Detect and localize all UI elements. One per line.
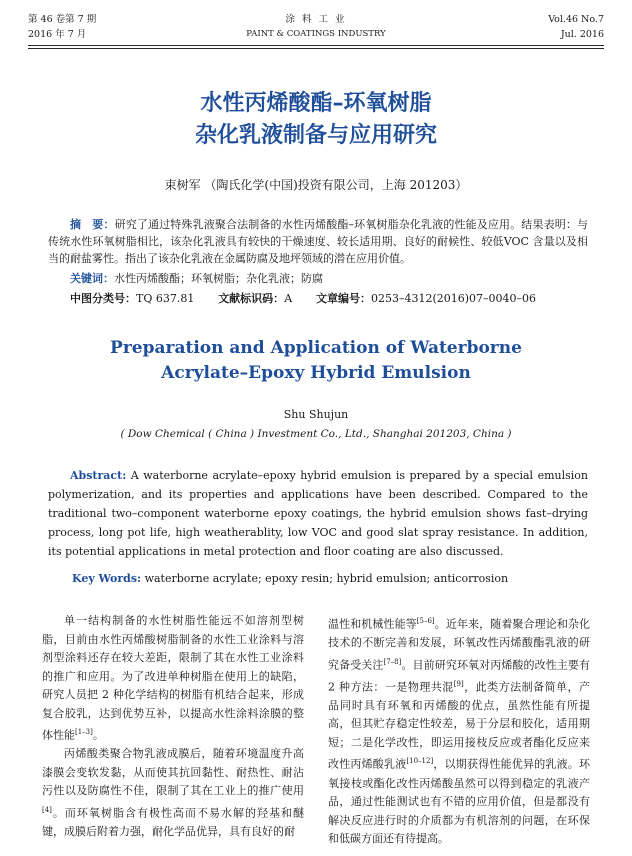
chinese-title — [0, 88, 632, 152]
body-paragraph — [42, 745, 304, 841]
running-header — [28, 12, 604, 49]
journal-name-cn: 涂 料 工 业 — [285, 14, 347, 25]
body-paragraph — [328, 612, 590, 849]
paragraph-text: 丙烯酸类聚合物乳液成膜后，随着环境温度升高漆膜会变软发黏，从而使其抗回黏性、耐热性、耐沾污性以及防腐性不佳，限制了其在工业上的推广使用 — [42, 747, 304, 798]
english-abstract-label: Abstract: — [70, 469, 127, 482]
paragraph-text-end: 。 — [92, 728, 104, 742]
citation: [5–6] — [416, 617, 435, 625]
header-center — [28, 12, 604, 42]
english-keywords-label: Key Words: — [72, 572, 142, 585]
citation: [1–3] — [75, 728, 93, 736]
english-title-line2: Acrylate–Epoxy Hybrid Emulsion — [161, 363, 471, 383]
header-rule — [28, 45, 604, 46]
header-right — [548, 12, 604, 42]
paragraph-text: 。近年来，随着聚合理论和杂化技术的不断完善和发展，环氧改性丙烯酸酯乳液的研究备受关注 — [328, 617, 591, 672]
volume-issue-en: Vol.46 No.7 — [548, 14, 604, 25]
journal-name-en: PAINT & COATINGS INDUSTRY — [246, 29, 386, 39]
chinese-title-line2: 杂化乳液制备与应用研究 — [194, 123, 437, 148]
chinese-keywords — [48, 270, 588, 287]
english-keywords — [72, 572, 592, 585]
english-author: Shu Shujun — [283, 408, 349, 421]
paragraph-text: 。目前研究环氧对丙烯酸的改性主要有 2 种方法：一是物理共混 — [328, 658, 591, 694]
body-paragraph — [42, 612, 304, 745]
english-abstract — [48, 466, 588, 561]
paragraph-text: 单一结构制备的水性树脂性能远不如溶剂型树脂，目前由水性丙烯酸树脂制备的水性工业涂料与溶剂型涂料还存在较大差距，限制了其在水性工业涂料的推广和应用。为了改进单种树脂在使用上的缺陷，研究人员把 2 种化学结构的树脂有机结合起来，形成复合胶乳，达到优势互补，以提高水性涂料涂膜的整体性能 — [42, 614, 304, 742]
classification-line — [48, 290, 588, 307]
paragraph-text: 温性和机械性能等 — [328, 617, 417, 631]
citation: [4] — [42, 805, 52, 814]
paragraph-text: ，此类方法制备简单，产品同时具有环氧和丙烯酸的优点，虽然性能有所提高，但其贮存稳定性较差，易于分层和胶化，适用期短；二是化学改性，即运用接枝反应或者酯化反应来改性丙烯酸乳液 — [328, 680, 591, 772]
date-en: Jul. 2016 — [560, 29, 604, 40]
english-affiliation: ( Dow Chemical ( China ) Investment Co., Ltd., Shanghai 201203, China ) — [120, 428, 512, 440]
clc-value: TQ 637.81 — [136, 292, 195, 305]
chinese-title-line1: 水性丙烯酸酯–环氧树脂 — [200, 91, 432, 116]
date-cn: 2016 年 7 月 — [28, 29, 87, 40]
english-abstract-text: A waterborne acrylate–epoxy hybrid emulsion is prepared by a special emulsion polymerization, and its properties and applications have been described. Compared to the traditional two–component waterborne epoxy coatings, the hybrid emulsion shows fast–drying process, long pot life, high weatherablity, low VOC and good slat spray resistance. In addition, its potential applications in metal protection and floor coating are also discussed. — [48, 469, 589, 558]
chinese-keywords-label: 关键词： — [70, 272, 114, 285]
chinese-abstract — [48, 216, 588, 267]
volume-issue-cn: 第 46 卷第 7 期 — [28, 14, 97, 25]
citation: [10–12] — [406, 757, 434, 766]
doc-code-label: 文献标识码： — [218, 292, 285, 305]
chinese-abstract-label: 摘 要： — [70, 218, 115, 231]
body-right-column — [328, 612, 590, 849]
chinese-abstract-text: 研究了通过特殊乳液聚合法制备的水性丙烯酸酯–环氧树脂杂化乳液的性能及应用。结果表明：与传统水性环氧树脂相比，该杂化乳液具有较快的干燥速度、较长适用期、良好的耐候性、较低VOC 含量以及相当的耐盐雾性。指出了该杂化乳液在金属防腐及地坪领域的潜在应用价值。 — [48, 218, 589, 265]
english-title — [0, 336, 632, 386]
paragraph-text-end: 。而环氧树脂含有极性高而不易水解的羟基和醚键，成膜后附着力强，耐化学品优异，具有良好的耐 — [42, 806, 304, 838]
english-title-line1: Preparation and Application of Waterborne — [110, 338, 522, 358]
chinese-keywords-text: 水性丙烯酸酯；环氧树脂；杂化乳液；防腐 — [114, 272, 323, 285]
chinese-author-affiliation: 束树军 （陶氏化学(中国)投资有限公司，上海 201203） — [164, 178, 468, 192]
body-left-column — [42, 612, 304, 841]
clc-label: 中图分类号： — [70, 292, 136, 305]
english-keywords-text: waterborne acrylate; epoxy resin; hybrid emulsion; anticorrosion — [144, 572, 509, 585]
doc-code-value: A — [284, 292, 293, 305]
article-number-value: 0253–4312(2016)07–0040–06 — [370, 292, 537, 305]
article-number-label: 文章编号： — [315, 292, 371, 305]
citation: [9] — [453, 679, 464, 688]
paragraph-text: ，以期获得性能优异的乳液。环氧接枝或酯化改性丙烯酸虽然可以得到稳定的乳液产品，通过性能测试也有不错的应用价值，但是都没有解决反应进行时的介质都为有机溶剂的问题，在环保和低碳方面还有待提高。 — [328, 758, 590, 846]
citation: [7–8] — [383, 657, 402, 666]
